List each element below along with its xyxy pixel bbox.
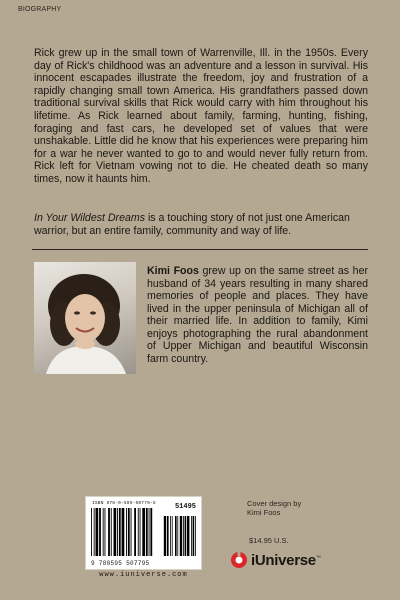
cover-credit-line2: Kimi Foos [247,508,281,517]
publisher-logo-name: iUniverse [251,551,316,569]
iuniverse-logo-icon [230,551,248,569]
publisher-logo-text [251,552,321,569]
author-photo [34,262,136,374]
cover-credit [247,499,357,517]
author-bio [147,265,368,365]
section-divider [32,249,368,250]
publisher-logo-tm: ™ [315,554,321,561]
publisher-logo [230,548,321,572]
book-title: In Your Wildest Dreams [34,212,145,224]
author-name: Kimi Foos [147,265,199,277]
price: $14.95 U.S. [249,536,289,545]
author-bio-text: grew up on the same street as her husband of 34 years resulting in many shared memories of people and places. They have lived in the upper peninsula of Michigan all of their married life. In addition to family, Kimi enjoys photographing the rural abandonment of Upper Michigan and beautiful Wisconsin farm country. [147,265,368,365]
genre-label: BIOGRAPHY [18,6,62,13]
ean-digits: 9 780595 507795 [91,560,150,567]
synopsis-text: Rick grew up in the small town of Warrenville, Ill. in the 1950s. Every day of Rick's childhood was an adventure and a lesson in survival. His innocent escapades illustrate the freedom, joy and frustration of a rapidly changing small town America. His grandfathers passed down traditional survival skills that Rick would carry with him throughout his lifetime. As Rick learned about family, farming, hunting, fishing, foraging and fast cars, he developed set of values that were unshakable. Little did he know that his experiences were preparing him for a war he never wanted to go to and would never fully return from. Rick left for Vietnam vowing not to die. He cheated death so many times, now it haunts him. [34,47,368,185]
tagline-text [34,212,368,237]
tagline-rest: is a touching story of not just one American warrior, but an entire family, community and way of life. [34,212,350,237]
cover-credit-line1: Cover design by [247,499,302,508]
barcode [85,496,202,570]
barcode-bars [91,508,196,558]
isbn-label: ISBN 978-0-595-50779-5 [92,501,156,506]
publisher-url: www.iuniverse.com [99,571,188,579]
price-code: 51495 [174,503,196,511]
